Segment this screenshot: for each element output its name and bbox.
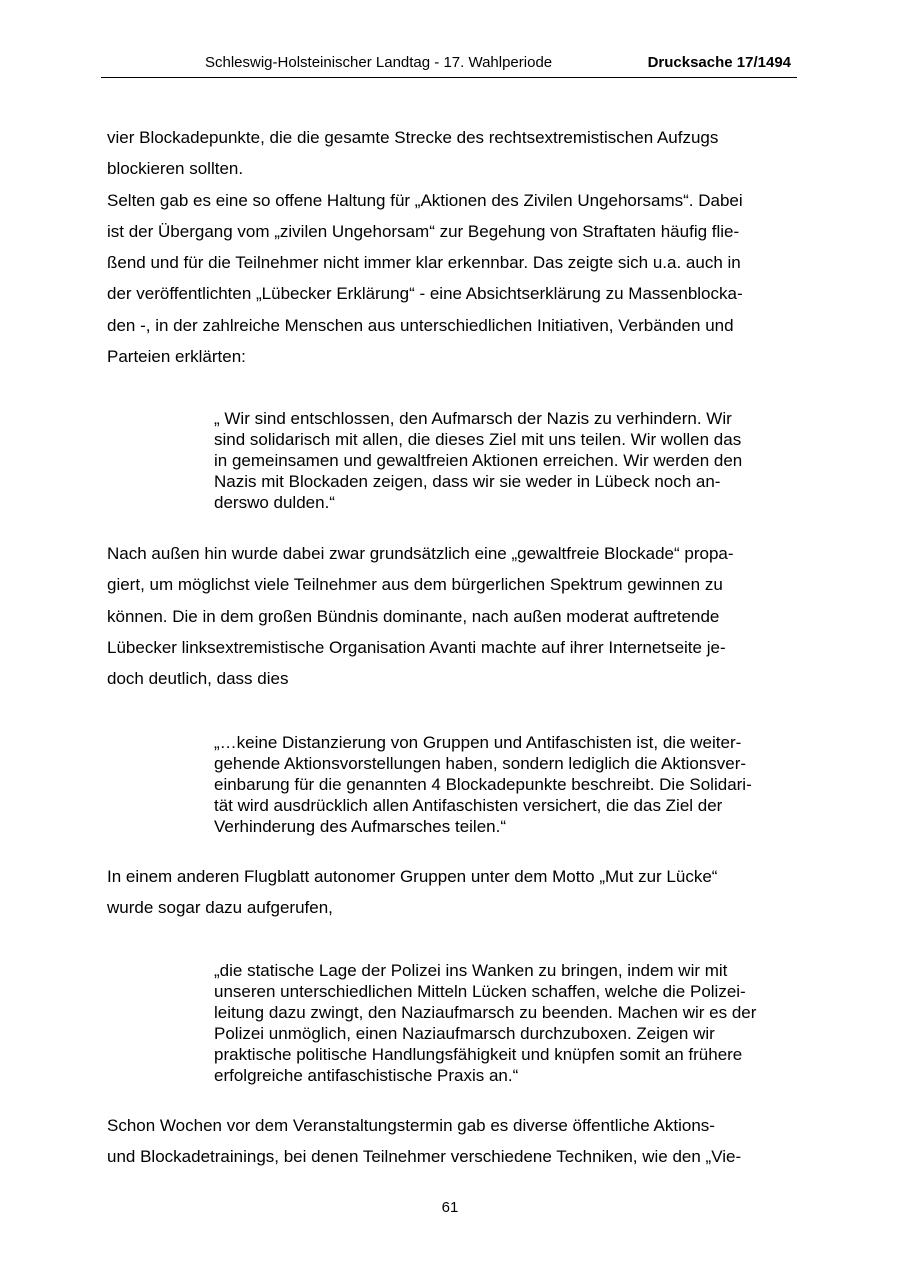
paragraph-1 xyxy=(107,122,795,372)
paragraph-4 xyxy=(107,1110,795,1173)
quote-line: „ Wir sind entschlossen, den Aufmarsch der Nazis zu verhindern. Wir xyxy=(214,409,732,428)
quote-line: „die statische Lage der Polizei ins Wanken zu bringen, indem wir mit xyxy=(214,961,728,980)
text-line: ist der Übergang vom „zivilen Ungehorsam“ zur Begehung von Straftaten häufig flie- xyxy=(107,221,740,241)
block-quote-2 xyxy=(214,732,799,837)
text-line: Selten gab es eine so offene Haltung für „Aktionen des Zivilen Ungehorsams“. Dabei xyxy=(107,190,743,210)
text-line: In einem anderen Flugblatt autonomer Gruppen unter dem Motto „Mut zur Lücke“ xyxy=(107,867,718,886)
quote-line: derswo dulden.“ xyxy=(214,493,335,512)
text-line: doch deutlich, dass dies xyxy=(107,669,289,689)
block-quote-3 xyxy=(214,960,799,1086)
quote-line: Nazis mit Blockaden zeigen, dass wir sie weder in Lübeck noch an- xyxy=(214,472,721,491)
text-line: blockieren sollten. xyxy=(107,159,244,179)
quote-line: unseren unterschiedlichen Mitteln Lücken schaffen, welche die Polizei- xyxy=(214,982,746,1001)
text-line: vier Blockadepunkte, die die gesamte Strecke des rechtsextremistischen Aufzugs xyxy=(107,128,719,147)
text-line: Parteien erklärten: xyxy=(107,347,246,367)
text-line: der veröffentlichten „Lübecker Erklärung“ - eine Absichtserklärung zu Massenblocka- xyxy=(107,284,743,304)
quote-line: in gemeinsamen und gewaltfreien Aktionen erreichen. Wir werden den xyxy=(214,451,743,470)
header-doc-id: Drucksache 17/1494 xyxy=(647,54,791,71)
quote-line: tät wird ausdrücklich allen Antifaschisten versichert, die das Ziel der xyxy=(214,796,723,815)
page-header xyxy=(101,52,797,78)
text-line: wurde sogar dazu aufgerufen, xyxy=(107,898,333,918)
text-line: Schon Wochen vor dem Veranstaltungstermin gab es diverse öffentliche Aktions- xyxy=(107,1116,715,1135)
quote-line: sind solidarisch mit allen, die dieses Ziel mit uns teilen. Wir wollen das xyxy=(214,430,742,449)
header-title: Schleswig-Holsteinischer Landtag - 17. Wahlperiode xyxy=(205,54,553,71)
text-line: den -, in der zahlreiche Menschen aus unterschiedlichen Initiativen, Verbänden und xyxy=(107,315,734,335)
quote-line: Verhinderung des Aufmarsches teilen.“ xyxy=(214,817,507,836)
quote-line: praktische politische Handlungsfähigkeit und knüpfen somit an frühere xyxy=(214,1045,743,1064)
text-line: ßend und für die Teilnehmer nicht immer klar erkennbar. Das zeigte sich u.a. auch in xyxy=(107,253,741,273)
quote-line: „…keine Distanzierung von Gruppen und Antifaschisten ist, die weiter- xyxy=(214,733,742,752)
quote-line: Polizei unmöglich, einen Naziaufmarsch durchzuboxen. Zeigen wir xyxy=(214,1024,715,1043)
text-line: und Blockadetrainings, bei denen Teilnehmer verschiedene Techniken, wie den „Vie- xyxy=(107,1147,742,1167)
quote-line: leitung dazu zwingt, den Naziaufmarsch zu beenden. Machen wir es der xyxy=(214,1003,757,1022)
page-number: 61 xyxy=(441,1199,459,1216)
paragraph-2 xyxy=(107,538,795,694)
quote-line: einbarung für die genannten 4 Blockadepunkte beschreibt. Die Solidari- xyxy=(214,775,752,794)
quote-line: erfolgreiche antifaschistische Praxis an.“ xyxy=(214,1066,519,1085)
text-line: Nach außen hin wurde dabei zwar grundsätzlich eine „gewaltfreie Blockade“ propa- xyxy=(107,544,734,563)
text-line: Lübecker linksextremistische Organisation Avanti machte auf ihrer Internetseite je- xyxy=(107,637,726,657)
text-line: können. Die in dem großen Bündnis dominante, nach außen moderat auftretende xyxy=(107,606,720,626)
text-line: giert, um möglichst viele Teilnehmer aus dem bürgerlichen Spektrum gewinnen zu xyxy=(107,575,723,595)
paragraph-3 xyxy=(107,861,795,924)
quote-line: gehende Aktionsvorstellungen haben, sondern lediglich die Aktionsver- xyxy=(214,754,747,773)
block-quote-1 xyxy=(214,408,799,513)
